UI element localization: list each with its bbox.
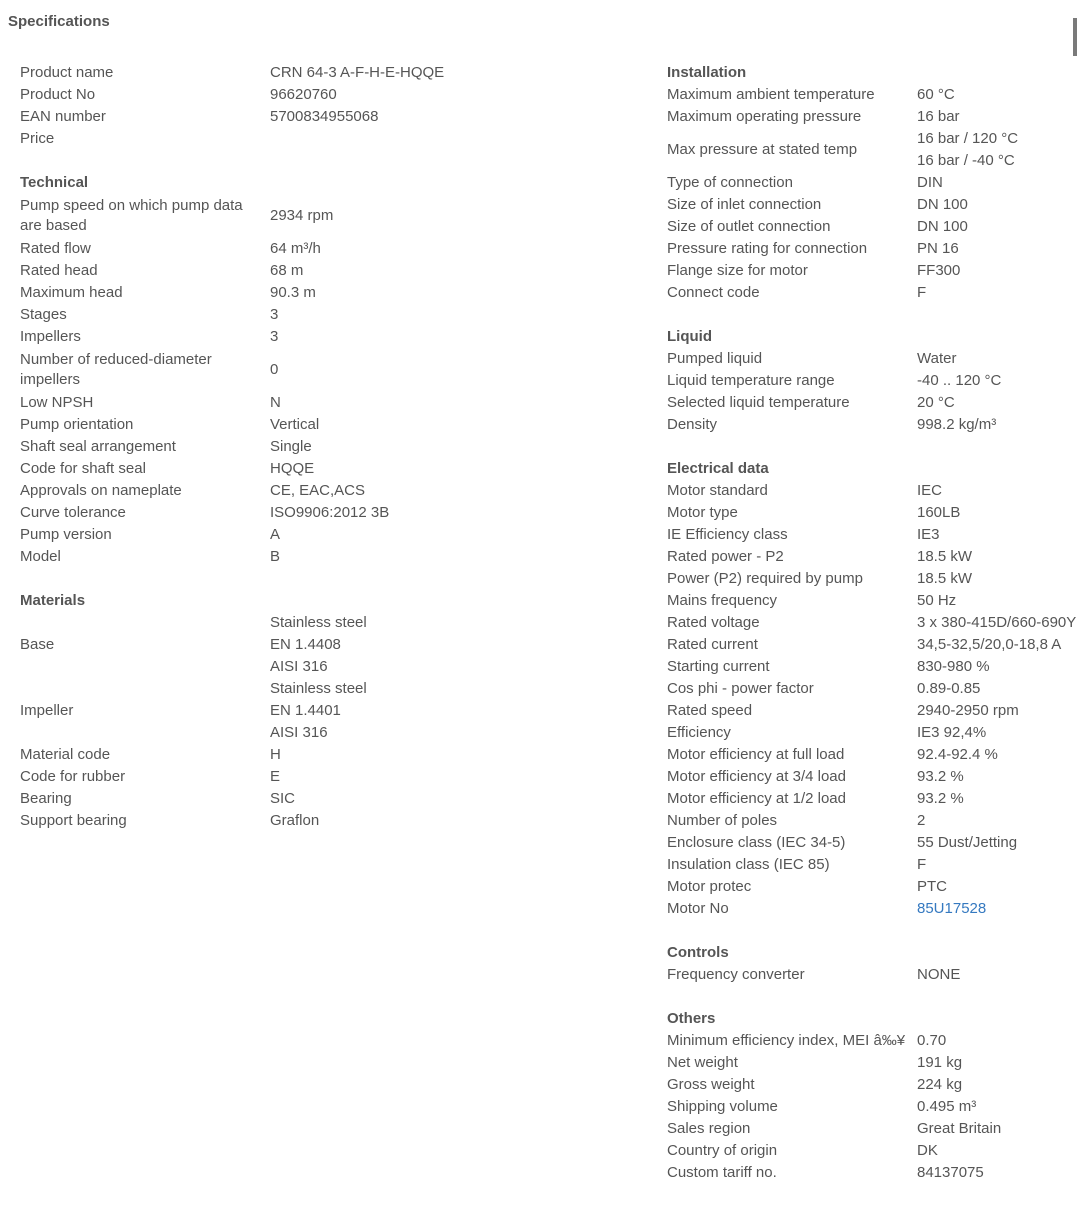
spec-values xyxy=(917,964,960,986)
spec-row-rated-speed xyxy=(667,700,1076,722)
spec-row-insulation-class-iec-85 xyxy=(667,854,1076,876)
spec-label: Support bearing xyxy=(20,812,127,829)
section-heading: Installation xyxy=(667,64,747,81)
spec-label: Number of poles xyxy=(667,812,778,829)
spec-section-installation xyxy=(667,62,1076,304)
spec-label: Gross weight xyxy=(667,1076,755,1093)
spec-label: Efficiency xyxy=(667,724,731,741)
spec-value: DN 100 xyxy=(917,196,968,213)
spec-value: Single xyxy=(270,438,312,455)
spec-value: AISI 316 xyxy=(270,724,328,741)
spec-row-number-of-poles xyxy=(667,810,1076,832)
spec-row-pumped-liquid xyxy=(667,348,1076,370)
spec-value: Graflon xyxy=(270,812,320,829)
spec-value: IE3 92,4% xyxy=(917,724,987,741)
spec-values xyxy=(270,238,321,260)
spec-row-net-weight xyxy=(667,1052,1076,1074)
spec-row-type-of-connection xyxy=(667,172,1076,194)
spec-label: Country of origin xyxy=(667,1142,778,1159)
spec-label: Motor type xyxy=(667,504,738,521)
spec-label: Max pressure at stated temp xyxy=(667,141,858,158)
spec-label: Selected liquid temperature xyxy=(667,394,850,411)
spec-row-motor-type xyxy=(667,502,1076,524)
spec-label: Density xyxy=(667,416,718,433)
spec-row-ean-number xyxy=(20,106,444,128)
spec-values xyxy=(917,810,925,832)
spec-label: Power (P2) required by pump xyxy=(667,570,863,587)
spec-values xyxy=(270,766,280,788)
spec-label: Rated speed xyxy=(667,702,753,719)
spec-row-size-of-inlet-connection xyxy=(667,194,1076,216)
spec-value: 18.5 kW xyxy=(917,548,973,565)
spec-label: Low NPSH xyxy=(20,394,94,411)
spec-label: Maximum operating pressure xyxy=(667,108,862,125)
spec-label: Stages xyxy=(20,306,67,323)
spec-values xyxy=(917,128,1018,172)
spec-values xyxy=(270,205,333,227)
spec-label: Rated current xyxy=(667,636,758,653)
left-spec-column xyxy=(20,62,444,854)
spec-label: Impeller xyxy=(20,702,74,719)
spec-label: Approvals on nameplate xyxy=(20,482,182,499)
spec-row-stages xyxy=(20,304,444,326)
spec-values xyxy=(270,84,337,106)
spec-label: Price xyxy=(20,130,55,147)
spec-row-density xyxy=(667,414,1076,436)
spec-values xyxy=(270,678,367,744)
spec-values xyxy=(270,62,444,84)
spec-value: 0.70 xyxy=(917,1032,947,1049)
spec-row-impeller xyxy=(20,678,444,744)
spec-value: 93.2 % xyxy=(917,768,964,785)
spec-label: Motor efficiency at 1/2 load xyxy=(667,790,846,807)
spec-row-flange-size-for-motor xyxy=(667,260,1076,282)
spec-value: N xyxy=(270,394,281,411)
spec-row-rated-head xyxy=(20,260,444,282)
spec-value: PN 16 xyxy=(917,240,959,257)
spec-value: 60 °C xyxy=(917,86,955,103)
spec-value: PTC xyxy=(917,878,947,895)
spec-row-pump-version xyxy=(20,524,444,546)
spec-values xyxy=(917,722,986,744)
spec-label: Enclosure class (IEC 34-5) xyxy=(667,834,846,851)
spec-row-custom-tariff-no xyxy=(667,1162,1076,1184)
spec-values xyxy=(270,392,281,414)
spec-row-rated-current xyxy=(667,634,1076,656)
spec-value: 3 x 380-415D/660-690Y xyxy=(917,614,1077,631)
spec-values xyxy=(917,370,1001,392)
spec-value: 34,5-32,5/20,0-18,8 A xyxy=(917,636,1062,653)
spec-value: 93.2 % xyxy=(917,790,964,807)
spec-row-impellers xyxy=(20,326,444,348)
spec-value: HQQE xyxy=(270,460,315,477)
spec-label: Custom tariff no. xyxy=(667,1164,777,1181)
spec-label: Product name xyxy=(20,64,114,81)
spec-section-controls xyxy=(667,942,1076,986)
spec-value: 160LB xyxy=(917,504,961,521)
spec-label: Curve tolerance xyxy=(20,504,126,521)
spec-values xyxy=(917,1074,962,1096)
spec-label: Rated flow xyxy=(20,240,91,257)
spec-values xyxy=(917,502,960,524)
spec-row-enclosure-class-iec-34-5 xyxy=(667,832,1076,854)
page-title: Specifications xyxy=(8,13,110,30)
spec-value: 90.3 m xyxy=(270,284,316,301)
spec-row-cos-phi-power-factor xyxy=(667,678,1076,700)
spec-label: Rated head xyxy=(20,262,98,279)
spec-value: DN 100 xyxy=(917,218,968,235)
spec-label: Code for rubber xyxy=(20,768,126,785)
spec-value: 0.89-0.85 xyxy=(917,680,981,697)
spec-value: 50 Hz xyxy=(917,592,957,609)
spec-values xyxy=(270,458,314,480)
spec-row-rated-flow xyxy=(20,238,444,260)
spec-row-sales-region xyxy=(667,1118,1076,1140)
spec-values xyxy=(917,194,968,216)
spec-value: 0 xyxy=(270,361,279,378)
spec-values xyxy=(917,1052,962,1074)
spec-values xyxy=(270,480,365,502)
spec-values xyxy=(270,436,312,458)
spec-value: NONE xyxy=(917,966,961,983)
spec-row-base xyxy=(20,612,444,678)
spec-values xyxy=(917,282,926,304)
spec-label: Net weight xyxy=(667,1054,738,1071)
spec-values xyxy=(270,106,378,128)
spec-label: Motor standard xyxy=(667,482,768,499)
spec-values xyxy=(270,282,316,304)
spec-value: 16 bar / -40 °C xyxy=(917,152,1015,169)
spec-value: FF300 xyxy=(917,262,961,279)
spec-values xyxy=(917,1162,984,1184)
spec-value: 224 kg xyxy=(917,1076,963,1093)
spec-label: Material code xyxy=(20,746,111,763)
spec-value: 18.5 kW xyxy=(917,570,973,587)
spec-value: -40 .. 120 °C xyxy=(917,372,1002,389)
spec-values xyxy=(917,832,1017,854)
spec-value: 55 Dust/Jetting xyxy=(917,834,1018,851)
spec-row-rated-voltage xyxy=(667,612,1076,634)
spec-values xyxy=(917,546,972,568)
spec-row-approvals-on-nameplate xyxy=(20,480,444,502)
spec-label: Minimum efficiency index, MEI â‰¥ xyxy=(667,1032,906,1049)
spec-row-motor-efficiency-at-1-2-load xyxy=(667,788,1076,810)
spec-row-motor-protec xyxy=(667,876,1076,898)
spec-values xyxy=(270,260,303,282)
spec-value: IE3 xyxy=(917,526,940,543)
spec-label: Connect code xyxy=(667,284,760,301)
spec-label: Motor efficiency at full load xyxy=(667,746,845,763)
spec-value: 191 kg xyxy=(917,1054,963,1071)
spec-value: 3 xyxy=(270,306,279,323)
spec-row-motor-no xyxy=(667,898,1076,920)
spec-label: Size of outlet connection xyxy=(667,218,831,235)
spec-row-liquid-temperature-range xyxy=(667,370,1076,392)
section-heading: Others xyxy=(667,1010,716,1027)
spec-label: Motor No xyxy=(667,900,729,917)
spec-label: Pump orientation xyxy=(20,416,134,433)
spec-label: Maximum ambient temperature xyxy=(667,86,875,103)
spec-value: Water xyxy=(917,350,957,367)
spec-label: Shipping volume xyxy=(667,1098,778,1115)
spec-row-power-p2-required-by-pump xyxy=(667,568,1076,590)
spec-value: DIN xyxy=(917,174,943,191)
spec-section-general xyxy=(20,62,444,150)
spec-value: Great Britain xyxy=(917,1120,1002,1137)
spec-label: IE Efficiency class xyxy=(667,526,788,543)
spec-values xyxy=(270,502,389,524)
spec-label: Motor protec xyxy=(667,878,752,895)
spec-values xyxy=(917,1118,1001,1140)
spec-label: Pressure rating for connection xyxy=(667,240,868,257)
spec-values xyxy=(270,612,367,678)
spec-section-electrical-data xyxy=(667,458,1076,920)
spec-label: EAN number xyxy=(20,108,106,125)
spec-label: Pump speed on which pump data are based xyxy=(20,197,243,234)
spec-label: Bearing xyxy=(20,790,72,807)
spec-value: 16 bar / 120 °C xyxy=(917,130,1019,147)
spec-values xyxy=(917,678,980,700)
spec-label: Motor efficiency at 3/4 load xyxy=(667,768,846,785)
spec-value: 96620760 xyxy=(270,86,337,103)
spec-label: Maximum head xyxy=(20,284,123,301)
spec-value: 20 °C xyxy=(917,394,955,411)
spec-values xyxy=(270,546,280,568)
spec-row-pressure-rating-for-connection xyxy=(667,238,1076,260)
spec-value: B xyxy=(270,548,281,565)
spec-label: Frequency converter xyxy=(667,966,805,983)
spec-row-motor-efficiency-at-3-4-load xyxy=(667,766,1076,788)
spec-value-link[interactable]: 85U17528 xyxy=(917,900,987,917)
spec-row-shipping-volume xyxy=(667,1096,1076,1118)
spec-section-others xyxy=(667,1008,1076,1184)
spec-row-size-of-outlet-connection xyxy=(667,216,1076,238)
scrollbar-thumb[interactable] xyxy=(1073,18,1077,56)
section-heading: Electrical data xyxy=(667,460,769,477)
spec-values xyxy=(270,414,319,436)
spec-value: IEC xyxy=(917,482,943,499)
spec-values xyxy=(917,348,956,370)
spec-label: Flange size for motor xyxy=(667,262,808,279)
spec-values xyxy=(917,414,996,436)
spec-label: Product No xyxy=(20,86,96,103)
spec-values xyxy=(917,744,998,766)
spec-values xyxy=(917,1140,938,1162)
spec-value: 2934 rpm xyxy=(270,207,334,224)
spec-row-selected-liquid-temperature xyxy=(667,392,1076,414)
spec-section-liquid xyxy=(667,326,1076,436)
spec-value: EN 1.4408 xyxy=(270,636,341,653)
spec-values xyxy=(917,238,959,260)
spec-values xyxy=(917,634,1061,656)
spec-value: F xyxy=(917,284,927,301)
spec-label: Cos phi - power factor xyxy=(667,680,814,697)
spec-row-shaft-seal-arrangement xyxy=(20,436,444,458)
spec-value: E xyxy=(270,768,281,785)
spec-values xyxy=(917,524,940,546)
spec-label: Number of reduced-diameter impellers xyxy=(20,351,212,388)
spec-value: 92.4-92.4 % xyxy=(917,746,998,763)
spec-row-country-of-origin xyxy=(667,1140,1076,1162)
spec-values xyxy=(917,260,960,282)
spec-values xyxy=(917,1096,976,1118)
section-heading: Liquid xyxy=(667,328,712,345)
spec-label: Rated power - P2 xyxy=(667,548,784,565)
spec-label: Base xyxy=(20,636,55,653)
spec-values xyxy=(270,788,295,810)
section-heading: Controls xyxy=(667,944,729,961)
spec-values xyxy=(917,568,972,590)
spec-value: 16 bar xyxy=(917,108,960,125)
spec-value: SIC xyxy=(270,790,296,807)
spec-values xyxy=(917,788,964,810)
spec-row-code-for-rubber xyxy=(20,766,444,788)
spec-section-materials xyxy=(20,590,444,832)
spec-label: Sales region xyxy=(667,1120,751,1137)
spec-row-max-pressure-at-stated-temp xyxy=(667,128,1076,172)
spec-row-product-name xyxy=(20,62,444,84)
spec-value: AISI 316 xyxy=(270,658,328,675)
spec-label: Model xyxy=(20,548,61,565)
spec-row-number-of-reduced-diameter-impellers xyxy=(20,348,444,392)
spec-value: 84137075 xyxy=(917,1164,984,1181)
spec-value: EN 1.4401 xyxy=(270,702,341,719)
spec-value: CRN 64-3 A-F-H-E-HQQE xyxy=(270,64,445,81)
spec-label: Size of inlet connection xyxy=(667,196,822,213)
spec-label: Liquid temperature range xyxy=(667,372,835,389)
spec-values xyxy=(917,612,1076,634)
spec-values xyxy=(917,590,956,612)
spec-label: Starting current xyxy=(667,658,770,675)
section-heading: Technical xyxy=(20,174,89,191)
spec-row-support-bearing xyxy=(20,810,444,832)
spec-row-pump-orientation xyxy=(20,414,444,436)
spec-row-maximum-head xyxy=(20,282,444,304)
spec-value: 2 xyxy=(917,812,926,829)
spec-value: A xyxy=(270,526,281,543)
spec-value: 68 m xyxy=(270,262,304,279)
spec-values xyxy=(270,744,281,766)
spec-values xyxy=(270,524,280,546)
spec-value: DK xyxy=(917,1142,938,1159)
spec-values xyxy=(917,106,960,128)
spec-values xyxy=(917,876,947,898)
spec-value: 998.2 kg/m³ xyxy=(917,416,997,433)
spec-value: 2940-2950 rpm xyxy=(917,702,1019,719)
spec-value: F xyxy=(917,856,927,873)
spec-value: H xyxy=(270,746,281,763)
spec-label: Insulation class (IEC 85) xyxy=(667,856,830,873)
spec-values xyxy=(917,172,943,194)
spec-values xyxy=(917,854,926,876)
spec-row-product-no xyxy=(20,84,444,106)
spec-label: Impellers xyxy=(20,328,81,345)
spec-row-code-for-shaft-seal xyxy=(20,458,444,480)
spec-value: Stainless steel xyxy=(270,614,367,631)
spec-row-model xyxy=(20,546,444,568)
spec-values xyxy=(917,1030,946,1052)
spec-value: 830-980 % xyxy=(917,658,990,675)
spec-row-connect-code xyxy=(667,282,1076,304)
spec-row-mains-frequency xyxy=(667,590,1076,612)
spec-label: Code for shaft seal xyxy=(20,460,146,477)
spec-values xyxy=(917,656,990,678)
spec-value: 3 xyxy=(270,328,279,345)
spec-value: Vertical xyxy=(270,416,320,433)
spec-row-motor-standard xyxy=(667,480,1076,502)
spec-label: Pump version xyxy=(20,526,112,543)
spec-value: Stainless steel xyxy=(270,680,367,697)
spec-row-price xyxy=(20,128,444,150)
spec-values xyxy=(917,700,1019,722)
spec-row-ie-efficiency-class xyxy=(667,524,1076,546)
spec-values xyxy=(270,359,278,381)
spec-value: CE, EAC,ACS xyxy=(270,482,366,499)
spec-values xyxy=(917,898,986,920)
spec-values xyxy=(270,304,278,326)
spec-values xyxy=(270,810,319,832)
spec-label: Rated voltage xyxy=(667,614,760,631)
spec-values xyxy=(917,84,955,106)
spec-value: ISO9906:2012 3B xyxy=(270,504,390,521)
spec-row-starting-current xyxy=(667,656,1076,678)
spec-values xyxy=(270,326,278,348)
spec-value: 64 m³/h xyxy=(270,240,321,257)
spec-value: 0.495 m³ xyxy=(917,1098,977,1115)
spec-row-low-npsh xyxy=(20,392,444,414)
spec-row-motor-efficiency-at-full-load xyxy=(667,744,1076,766)
spec-row-frequency-converter xyxy=(667,964,1076,986)
spec-label: Type of connection xyxy=(667,174,793,191)
spec-value: 5700834955068 xyxy=(270,108,379,125)
spec-row-efficiency xyxy=(667,722,1076,744)
spec-row-curve-tolerance xyxy=(20,502,444,524)
section-heading: Materials xyxy=(20,592,86,609)
right-spec-column xyxy=(667,62,1076,1206)
spec-section-technical xyxy=(20,172,444,568)
spec-row-pump-speed-on-which-pump-data-are-based xyxy=(20,194,444,238)
spec-row-rated-power-p2 xyxy=(667,546,1076,568)
spec-values xyxy=(917,480,942,502)
spec-row-maximum-operating-pressure xyxy=(667,106,1076,128)
spec-values xyxy=(917,392,955,414)
spec-row-material-code xyxy=(20,744,444,766)
spec-values xyxy=(917,216,968,238)
spec-label: Shaft seal arrangement xyxy=(20,438,176,455)
spec-row-maximum-ambient-temperature xyxy=(667,84,1076,106)
spec-row-minimum-efficiency-index-mei xyxy=(667,1030,1076,1052)
spec-label: Pumped liquid xyxy=(667,350,763,367)
spec-values xyxy=(917,766,964,788)
spec-row-gross-weight xyxy=(667,1074,1076,1096)
spec-row-bearing xyxy=(20,788,444,810)
spec-label: Mains frequency xyxy=(667,592,778,609)
